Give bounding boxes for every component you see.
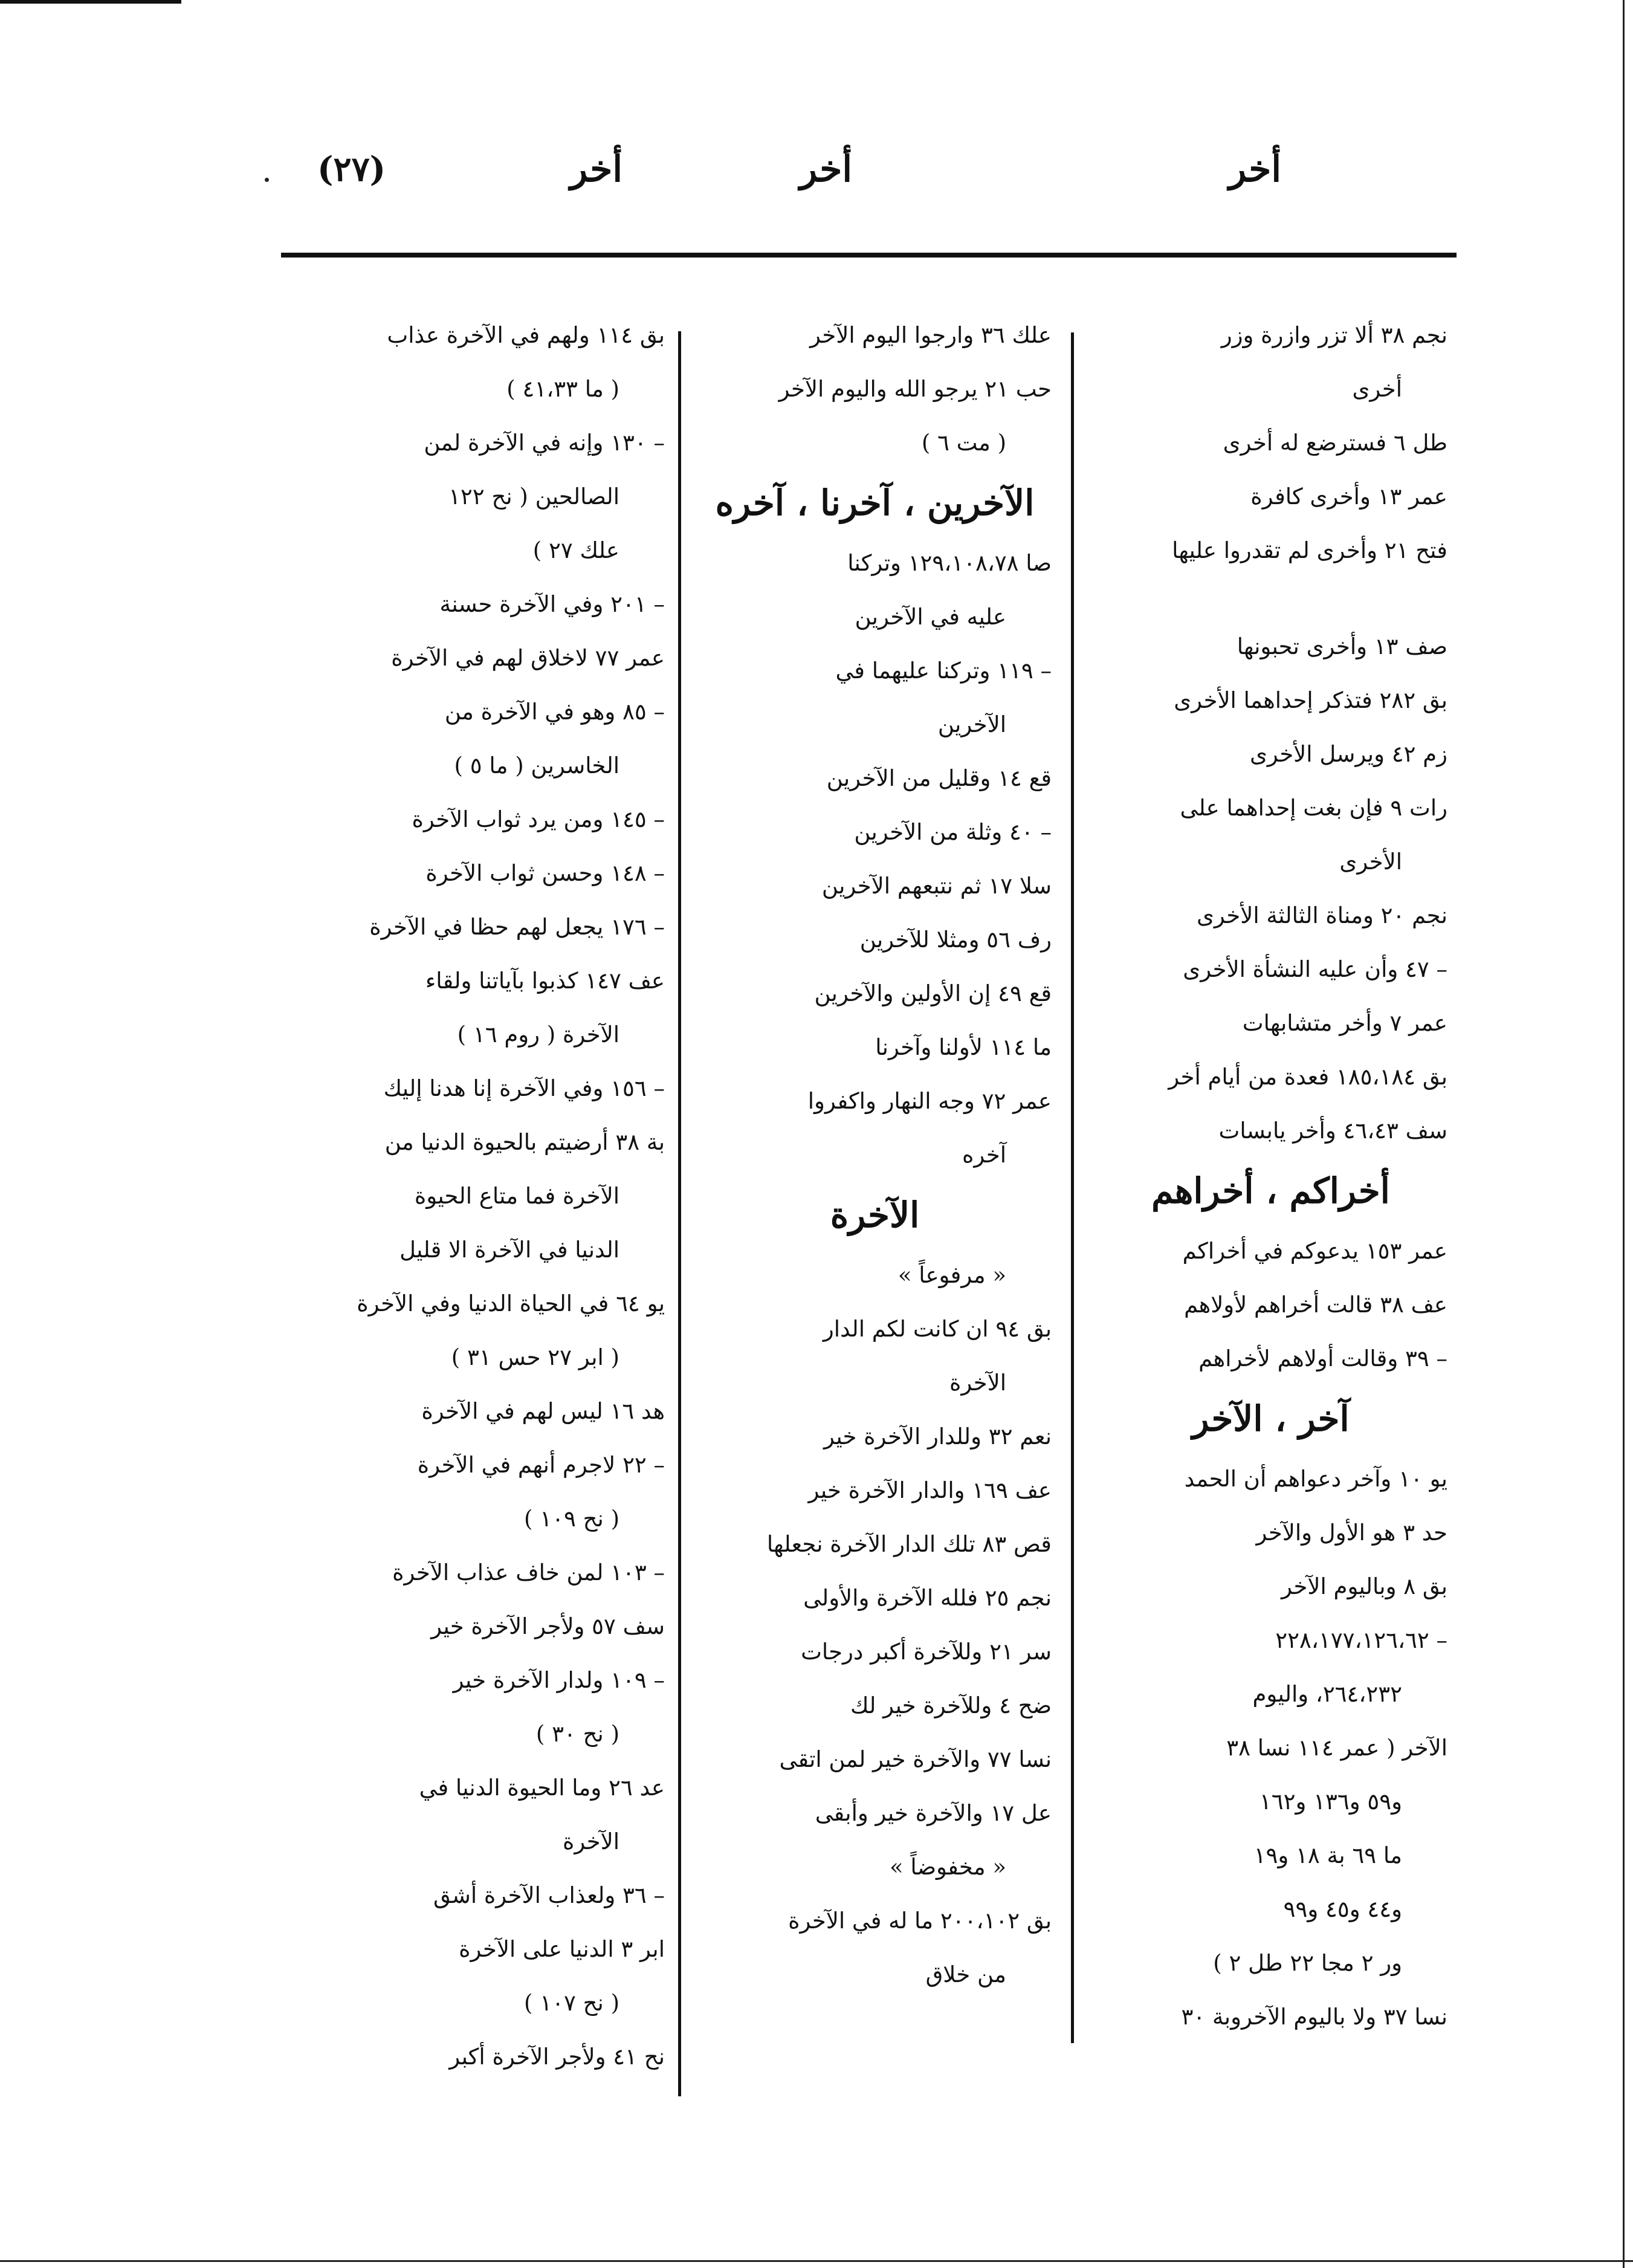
entry-line: عف ١٤٧ كذبوا بآياتنا ولقاء xyxy=(425,968,665,994)
entry-line: ور ٢ مجا ٢٢ طل ٢ ) xyxy=(1213,1950,1402,1976)
entry-line: نجم ٢٥ فلله الآخرة والأولى xyxy=(803,1585,1052,1611)
header-word-right: أخر xyxy=(1229,148,1281,190)
entry-line: الخاسرين ( ما ٥ ) xyxy=(454,753,619,779)
entry-line: الآخرة xyxy=(949,1370,1006,1396)
entry-line: ( مت ٦ ) xyxy=(921,430,1006,456)
entry-line: عمر ٧٢ وجه النهار واكفروا xyxy=(807,1088,1052,1114)
entry-line: ابر ٣ الدنيا على الآخرة xyxy=(459,1936,665,1962)
entry-line: رف ٥٦ ومثلا للآخرين xyxy=(859,927,1052,953)
col-right-block1 xyxy=(1094,308,1447,577)
entry-line: ما ٦٩ بة ١٨ و١٩ xyxy=(1253,1842,1402,1868)
entry-line: بق ٢٠٠،١٠٢ ما له في الآخرة xyxy=(788,1908,1052,1934)
entry-line: الآخرة فما متاع الحيوة xyxy=(414,1183,619,1209)
entry-line: – ١١٩ وتركنا عليهما في xyxy=(835,658,1052,684)
entry-line: ما ١١٤ لأولنا وآخرنا xyxy=(875,1034,1052,1060)
entry-line: الأخرى xyxy=(1339,849,1402,875)
entry-line: – ٢٢٨،١٧٧،١٢٦،٦٢ xyxy=(1275,1627,1447,1653)
col-right-block2 xyxy=(1094,620,1447,1158)
entry-line: الدنيا في الآخرة الا قليل xyxy=(399,1237,619,1263)
entry-line: عمر ١٣ وأخرى كافرة xyxy=(1250,484,1447,510)
section-heading-akhirin: الآخرين ، آخرنا ، آخره xyxy=(715,482,1035,523)
entry-line: بق ١١٤ ولهم في الآخرة عذاب xyxy=(387,322,665,348)
entry-line: سر ٢١ وللآخرة أكبر درجات xyxy=(801,1639,1052,1665)
header-rule xyxy=(281,253,1457,258)
entry-line: عمر ١٥٣ يدعوكم في أخراكم xyxy=(1182,1238,1447,1264)
entry-line: أخرى xyxy=(1352,376,1402,402)
entry-line: « مخفوضاً » xyxy=(889,1854,1006,1880)
entry-line: فتح ٢١ وأخرى لم تقدروا عليها xyxy=(1172,537,1447,563)
entry-line: قع ١٤ وقليل من الآخرين xyxy=(826,765,1052,791)
entry-line: علك ٣٦ وارجوا اليوم الآخر xyxy=(809,322,1052,348)
entry-line: آخره xyxy=(962,1142,1006,1168)
entry-line: ٢٦٤،٢٣٢، واليوم xyxy=(1252,1681,1402,1707)
page-number: (٢٧) xyxy=(317,149,386,189)
entry-line: – ٣٦ ولعذاب الآخرة أشق xyxy=(433,1882,665,1908)
entry-line: – ٤٧ وأن عليه النشأة الأخرى xyxy=(1183,956,1447,982)
section-heading-akhir: آخر ، الآخر xyxy=(1192,1398,1350,1439)
entry-line: طل ٦ فسترضع له أخرى xyxy=(1223,430,1447,456)
entry-line: ضح ٤ وللآخرة خير لك xyxy=(850,1693,1052,1719)
entry-line: عل ١٧ والآخرة خير وأبقى xyxy=(815,1800,1052,1826)
corner-rule xyxy=(0,0,181,4)
entry-line: ( نح ١٠٩ ) xyxy=(524,1506,619,1532)
entry-line: ( ابر ٢٧ حس ٣١ ) xyxy=(451,1344,619,1370)
column-left xyxy=(311,308,665,2084)
entry-line: – ١٠٣ لمن خاف عذاب الآخرة xyxy=(392,1560,665,1586)
col-mid-block2 xyxy=(698,536,1052,1182)
entry-line: – ١٤٥ ومن يرد ثواب الآخرة xyxy=(412,806,665,832)
entry-line: علك ٢٧ ) xyxy=(532,537,619,563)
col-right-block4 xyxy=(1094,1452,1447,2044)
entry-line: نسا ٣٧ ولا باليوم الآخروبة ٣٠ xyxy=(1181,2004,1447,2030)
entry-line: يو ١٠ وآخر دعواهم أن الحمد xyxy=(1184,1466,1447,1492)
col-mid-block3 xyxy=(698,1248,1052,2001)
entry-line: حد ٣ هو الأول والآخر xyxy=(1256,1520,1447,1546)
column-divider-left xyxy=(678,331,681,2096)
entry-line: نعم ٣٢ وللدار الآخرة خير xyxy=(823,1424,1052,1450)
entry-line: نجم ٢٠ ومناة الثالثة الأخرى xyxy=(1196,902,1447,928)
entry-line: عمر ٧ وأخر متشابهات xyxy=(1242,1010,1447,1036)
entry-line: من خلاق xyxy=(925,1962,1006,1988)
entry-line: – ١٠٩ ولدار الآخرة خير xyxy=(453,1667,665,1693)
entry-line: ( ما ٤١،٣٣ ) xyxy=(506,376,619,402)
entry-line: عليه في الآخرين xyxy=(855,604,1006,630)
column-divider-right xyxy=(1071,332,1074,2043)
stray-dot xyxy=(265,178,269,182)
entry-line: حب ٢١ يرجو الله واليوم الآخر xyxy=(778,376,1052,402)
column-middle xyxy=(698,308,1052,2001)
entry-line: نح ٤١ ولأجر الآخرة أكبر xyxy=(449,2044,665,2070)
entry-line: بق ٩٤ ان كانت لكم الدار xyxy=(823,1316,1052,1342)
entry-line: صف ١٣ وأخرى تحبونها xyxy=(1237,633,1447,659)
header-word-middle: أخر xyxy=(800,148,852,190)
entry-line: الصالحين ( نح ١٢٢ xyxy=(448,484,619,510)
entry-line: نجم ٣٨ ألا تزر وازرة وزر xyxy=(1221,322,1447,348)
page-edge-right xyxy=(1623,0,1625,2268)
entry-line: الآخرة xyxy=(562,1829,619,1855)
column-right xyxy=(1094,308,1447,2044)
col-mid-block1 xyxy=(698,308,1052,470)
entry-line: – ٤٠ وثلة من الآخرين xyxy=(854,819,1052,845)
col-right-block3 xyxy=(1094,1224,1447,1385)
section-heading-akhrakum: أخراكم ، أخراهم xyxy=(1151,1170,1390,1211)
entry-line: – ١٤٨ وحسن ثواب الآخرة xyxy=(425,860,665,886)
entry-line: الآخر ( عمر ١١٤ نسا ٣٨ xyxy=(1226,1735,1447,1761)
entry-line: الآخرين xyxy=(937,711,1006,737)
entry-line: زم ٤٢ ويرسل الأخرى xyxy=(1249,741,1447,767)
entry-line: – ٨٥ وهو في الآخرة من xyxy=(444,699,665,725)
entry-line: سف ٥٧ ولأجر الآخرة خير xyxy=(431,1613,665,1639)
entry-line: بة ٣٨ أرضيتم بالحيوة الدنيا من xyxy=(384,1129,665,1155)
entry-line: عد ٢٦ وما الحيوة الدنيا في xyxy=(419,1775,665,1801)
entry-line: و٥٩ و١٣٦ و١٦٢ xyxy=(1259,1789,1402,1815)
entry-line: – ١٧٦ يجعل لهم حظا في الآخرة xyxy=(369,914,665,940)
entry-line: بق ١٨٥،١٨٤ فعدة من أيام أخر xyxy=(1168,1064,1447,1090)
entry-line: قص ٨٣ تلك الدار الآخرة نجعلها xyxy=(766,1531,1052,1557)
entry-line: – ٢٢ لاجرم أنهم في الآخرة xyxy=(417,1452,665,1478)
entry-line: عف ٣٨ قالت أخراهم لأولاهم xyxy=(1184,1292,1447,1318)
entry-line: و٤٤ و٤٥ و٩٩ xyxy=(1283,1896,1402,1922)
entry-line: بق ٨ وباليوم الآخر xyxy=(1281,1573,1447,1599)
entry-line: ( نح ١٠٧ ) xyxy=(524,1990,619,2016)
entry-line: – ٢٠١ وفي الآخرة حسنة xyxy=(439,591,665,617)
entry-line: « مرفوعاً » xyxy=(897,1262,1006,1288)
page-edge-bottom xyxy=(0,2260,1633,2262)
entry-line: – ٣٩ وقالت أولاهم لأخراهم xyxy=(1198,1346,1447,1372)
section-heading-akhira: الآخرة xyxy=(830,1194,920,1236)
entry-line: سف ٤٦،٤٣ وأخر يابسات xyxy=(1218,1118,1447,1144)
entry-line: يو ٦٤ في الحياة الدنيا وفي الآخرة xyxy=(357,1291,665,1317)
entry-line: سلا ١٧ ثم نتبعهم الآخرين xyxy=(821,873,1052,899)
entry-line: عف ١٦٩ والدار الآخرة خير xyxy=(808,1477,1052,1503)
entry-line: هد ١٦ ليس لهم في الآخرة xyxy=(421,1398,665,1424)
entry-line: نسا ٧٧ والآخرة خير لمن اتقى xyxy=(779,1746,1052,1772)
entry-line: – ١٥٦ وفي الآخرة إنا هدنا إليك xyxy=(383,1075,665,1101)
entry-line: رات ٩ فإن بغت إحداهما على xyxy=(1180,795,1447,821)
page-header xyxy=(278,145,1318,212)
entry-line: – ١٣٠ وإنه في الآخرة لمن xyxy=(424,430,665,456)
entry-line: عمر ٧٧ لاخلاق لهم في الآخرة xyxy=(391,645,665,671)
header-word-left: أخر xyxy=(570,148,622,190)
entry-line: قع ٤٩ إن الأولين والآخرين xyxy=(814,980,1052,1006)
entry-line: بق ٢٨٢ فتذكر إحداهما الأخرى xyxy=(1174,687,1447,713)
entry-line: الآخرة ( روم ١٦ ) xyxy=(457,1022,619,1048)
entry-line: ( نح ٣٠ ) xyxy=(535,1721,619,1747)
blank-gap xyxy=(1094,577,1447,620)
entry-line: صا ١٢٩،١٠٨،٧٨ وتركنا xyxy=(847,550,1052,576)
